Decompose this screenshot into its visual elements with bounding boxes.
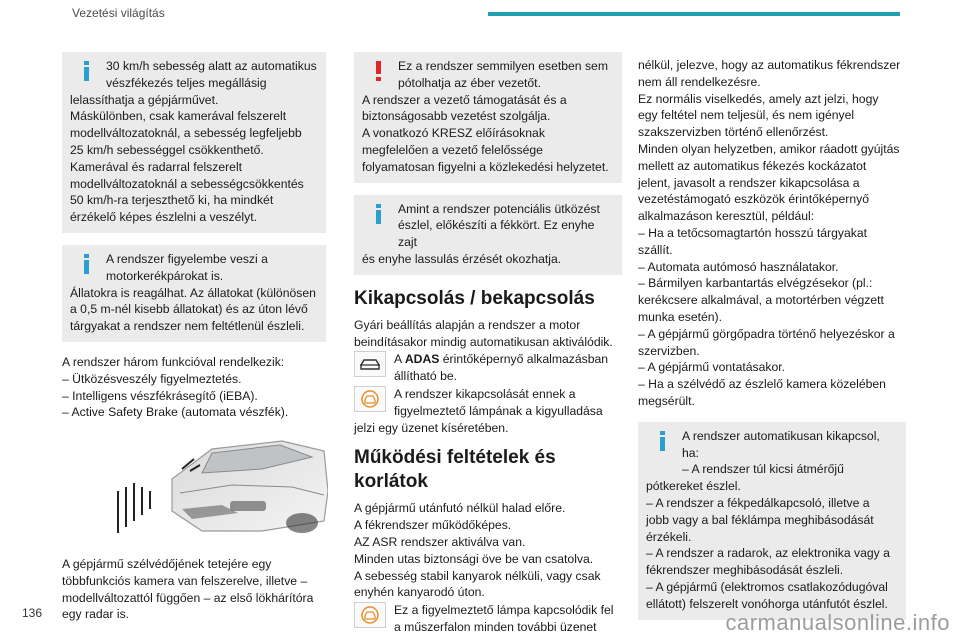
list-item: – Automata autómosó használatakor. bbox=[638, 259, 839, 274]
title-line: Működési feltételek és bbox=[354, 447, 556, 469]
note-line: modellváltozatoknál, a sebesség legfeljebb bbox=[70, 126, 302, 141]
text-line: megsérült. bbox=[638, 393, 695, 408]
note-line: megfelelően a vezető felelőssége bbox=[362, 142, 543, 157]
functions-list bbox=[62, 354, 326, 421]
text-line: A gépjármű szélvédőjének tetejére egy bbox=[62, 556, 272, 571]
text-line: vezetéstámogató eszközök érintőképernyő bbox=[638, 192, 870, 207]
section-title-toggle: Kikapcsolás / bekapcsolás bbox=[354, 287, 595, 309]
note-line: folyamatosan figyelni a közlekedési helyzetet. bbox=[362, 159, 609, 174]
lamp-row bbox=[354, 386, 622, 420]
text-line: nem áll rendelkezésre. bbox=[638, 74, 761, 89]
adas-row bbox=[354, 351, 622, 385]
list-item: – A gépjármű görgőpadra történő helyezéskor a bbox=[638, 326, 895, 341]
camera-paragraph bbox=[62, 556, 326, 623]
text-line: mellett az automatikus fékezés kockázatot bbox=[638, 158, 867, 173]
adas-label: ADAS bbox=[404, 352, 440, 367]
note-line: vészfékezés teljes megállásig bbox=[106, 75, 267, 90]
note-line: A rendszer automatikusan kikapcsol, ha: bbox=[682, 428, 880, 460]
note-line: Amint a rendszer potenciális ütközést bbox=[398, 201, 600, 216]
text-line: állítható be. bbox=[394, 369, 458, 384]
text-line: Ez a figyelmeztető lámpa kapcsolódik fel bbox=[394, 603, 614, 618]
lamp2-row bbox=[354, 602, 622, 636]
list-item: – Bármilyen karbantartás elvégzésekor (pl.: bbox=[638, 276, 873, 291]
note-line: 30 km/h sebesség alatt az automatikus bbox=[106, 59, 317, 73]
text-fragment: érintőképernyő alkalmazásban bbox=[439, 352, 609, 367]
text-line: Gyári beállítás alapján a rendszer a motor bbox=[354, 317, 581, 332]
text-line: A rendszer kikapcsolását ennek a bbox=[394, 386, 576, 401]
text-line: Minden utas biztonsági öve be van csatolva. bbox=[354, 551, 594, 566]
column-middle bbox=[354, 52, 622, 636]
note-line: a 0,5 m-nél kisebb állatokat) és az úton lévő bbox=[70, 302, 308, 317]
text-line: Minden olyan helyzetben, amikor ráadott gyújtás bbox=[638, 141, 900, 156]
title-line: korlátok bbox=[354, 471, 428, 493]
note-line: – A rendszer túl kicsi átmérőjű bbox=[682, 462, 844, 477]
list-item: – Active Safety Brake (automata vészfék). bbox=[62, 405, 289, 420]
text-line: beindításakor mindig automatikusan aktiválódik. bbox=[354, 334, 613, 349]
info-icon bbox=[660, 431, 665, 449]
list-item: – Ütközésveszély figyelmeztetés. bbox=[62, 371, 242, 386]
note-line: A rendszer a vezető támogatását és a bbox=[362, 92, 567, 107]
text-line: A gépjármű utánfutó nélkül halad előre. bbox=[354, 501, 566, 516]
note-line: érzékelő képes észlelni a veszélyt. bbox=[70, 210, 257, 225]
column-right bbox=[638, 57, 906, 632]
info-icon bbox=[376, 204, 381, 222]
info-note-animals bbox=[62, 245, 326, 342]
note-line: 50 km/h-ra terjeszthető ki, ha mindkét bbox=[70, 193, 274, 208]
note-line: pótolhatja az éber vezetőt. bbox=[398, 75, 541, 90]
warning-note bbox=[354, 52, 622, 183]
note-line: Kamerával és radarral felszerelt bbox=[70, 159, 243, 174]
note-line: biztonságosabb vezetést szolgálja. bbox=[362, 109, 551, 124]
text-line: A sebesség stabil kanyarok nélküli, vagy csak bbox=[354, 568, 601, 583]
note-line: érzékeli. bbox=[646, 529, 692, 544]
note-line: észlel, előkészíti a fékkört. Ez enyhe zajt bbox=[398, 218, 595, 250]
text-line bbox=[394, 351, 608, 368]
text-line: Ez normális viselkedés, amely azt jelzi, hogy bbox=[638, 91, 879, 106]
note-line: és enyhe lassulás érzését okozhatja. bbox=[362, 251, 562, 266]
note-line: Ez a rendszer semmilyen esetben sem bbox=[398, 59, 608, 73]
header-accent-bar bbox=[488, 12, 900, 16]
page-number: 136 bbox=[22, 606, 43, 620]
header-title: Vezetési világítás bbox=[72, 6, 165, 20]
list-item: – Ha a tetőcsomagtartón hosszú tárgyakat bbox=[638, 225, 867, 240]
column-left bbox=[62, 52, 326, 623]
text-line: nélkül, jelezve, hogy az automatikus fékrendszer bbox=[638, 58, 901, 72]
note-line: jobb vagy a bal féklámpa meghibásodását bbox=[646, 512, 874, 527]
warning-icon bbox=[376, 61, 381, 79]
note-line: Máskülönben, csak kamerával felszerelt bbox=[70, 109, 287, 124]
collision-warning-lamp-icon bbox=[354, 386, 386, 412]
info-note-auto-off bbox=[638, 422, 906, 620]
info-icon bbox=[84, 254, 89, 272]
text-line: munka esetén). bbox=[638, 309, 723, 324]
note-line: A rendszer figyelembe veszi a bbox=[106, 251, 268, 266]
text-line: szállít. bbox=[638, 242, 673, 257]
note-line: – A rendszer a fékpedálkapcsoló, illetve a bbox=[646, 495, 870, 510]
conditions-paragraph bbox=[638, 57, 906, 410]
note-line: 25 km/h sebességgel csökkenthető. bbox=[70, 142, 264, 157]
text-line: modellváltozattól függően – az első lökhárítóra bbox=[62, 590, 314, 605]
text-line: egy radar is. bbox=[62, 607, 130, 622]
note-line: pótkereket észlel. bbox=[646, 479, 741, 494]
note-line: ellátott) felszerelt vonóhorga utánfutót észlel. bbox=[646, 596, 888, 611]
list-item: – A gépjármű vontatásakor. bbox=[638, 360, 786, 375]
text-line: jelent, javasolt a rendszer kikapcsolása a bbox=[638, 175, 860, 190]
text-fragment: A bbox=[394, 352, 405, 367]
note-line: – A gépjármű (elektromos csatlakozódugóval bbox=[646, 579, 888, 594]
list-item: – Ha a szélvédő az észlelő kamera közelében bbox=[638, 377, 886, 392]
list-item: A rendszer három funkcióval rendelkezik: bbox=[62, 354, 285, 369]
note-line: tárgyakat a rendszer nem feltétlenül észleli. bbox=[70, 319, 305, 334]
note-line: lelassíthatja a gépjárművet. bbox=[70, 92, 219, 107]
info-note-braking bbox=[62, 52, 326, 233]
text-line: szervizben. bbox=[638, 343, 700, 358]
car-driving-icon bbox=[354, 351, 386, 377]
text-line: figyelmeztető lámpának a kigyulladása bbox=[394, 403, 603, 418]
radar-waves bbox=[118, 483, 150, 533]
text-line: többfunkciós kamera van felszerelve, illetve – bbox=[62, 573, 308, 588]
info-note-brake-prep bbox=[354, 195, 622, 275]
text-line: kerékcsere alkalmával, a motortérben végzett bbox=[638, 293, 884, 308]
note-line: – A rendszer a radarok, az elektronika vagy a bbox=[646, 546, 890, 561]
text-line: A fékrendszer működőképes. bbox=[354, 518, 512, 533]
car-camera-illustration bbox=[62, 431, 328, 541]
note-line: fékrendszer meghibásodását észleli. bbox=[646, 563, 844, 578]
note-line: modellváltozatoknál a sebességcsökkentés bbox=[70, 176, 304, 191]
list-item: – Intelligens vészfékrásegítő (iEBA). bbox=[62, 388, 258, 403]
text-line: jelzi egy üzenet kíséretében. bbox=[354, 420, 509, 435]
note-line: motorkerékpárokat is. bbox=[106, 268, 224, 283]
text-line: alkalmazáson keresztül, például: bbox=[638, 209, 815, 224]
collision-warning-lamp-icon bbox=[354, 602, 386, 628]
text-line: a műszerfalon minden további üzenet bbox=[394, 619, 597, 634]
note-line: Állatokra is reagálhat. Az állatokat (különösen bbox=[70, 285, 316, 300]
section-title-conditions bbox=[354, 446, 622, 494]
text-line: szakszervizben történő ellenőrzést. bbox=[638, 125, 829, 140]
text-line: AZ ASR rendszer aktiválva van. bbox=[354, 534, 526, 549]
text-line: enyhén kanyarodó úton. bbox=[354, 585, 485, 600]
info-icon bbox=[84, 61, 89, 79]
note-line: A vonatkozó KRESZ előírásoknak bbox=[362, 126, 545, 141]
watermark: carmanualsonline.info bbox=[725, 610, 950, 635]
text-line: egy feltétel nem teljesül, és nem igényel bbox=[638, 108, 855, 123]
